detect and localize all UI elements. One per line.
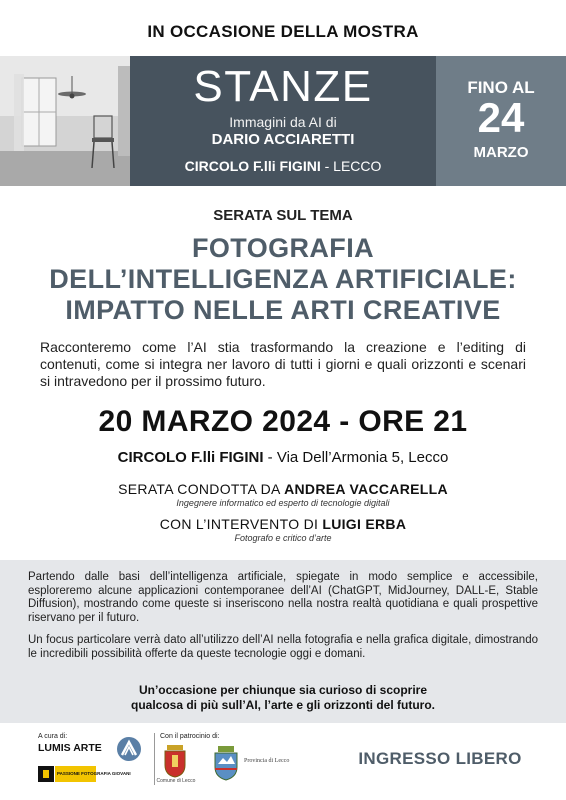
event-description: Racconteremo come l’AI stia trasformando la creazione e l’editing di contenuti, come si integra ner lavoro di tutti i giorni e quali orizzonti e scenari si intravedono per il prossimo futuro. [40, 339, 526, 389]
event-venue-address: - Via Dell’Armonia 5, Lecco [263, 449, 449, 466]
event-venue-name: CIRCOLO F.lli FIGINI [117, 449, 264, 466]
exhibition-artist: DARIO ACCIARETTI [211, 131, 355, 148]
exhibition-venue [130, 158, 436, 174]
exhibition-info-panel [130, 56, 436, 186]
event-host-name: ANDREA VACCARELLA [284, 481, 448, 497]
event-kicker: SERATA SUL TEMA [213, 207, 353, 224]
event-title-line-3: IMPATTO NELLE ARTI CREATIVE [65, 295, 501, 325]
event-host [0, 481, 566, 497]
event-venue [0, 449, 566, 466]
event-title-line-2: DELL’INTELLIGENZA ARTIFICIALE: [49, 264, 517, 294]
provincia-di-lecco-label: Provincia di Lecco [244, 758, 290, 764]
patronage-label: Con il patrocinio di: [160, 733, 220, 740]
exhibition-end-date-panel [436, 56, 566, 186]
exhibition-until-label: FINO AL [467, 78, 535, 97]
event-host-role: Ingegnere informatico ed esperto di tecnologie digitali [176, 498, 390, 508]
curator-label: A cura di: [38, 733, 68, 740]
details-paragraph-2: Un focus particolare verrà dato all’utilizzo dell’AI nella fotografia e nella grafica digitale, dimostrando le incredibili possibilità offerte da queste tecnologie oggi e domani. [28, 634, 538, 660]
event-guest-name: LUIGI ERBA [322, 516, 407, 532]
event-guest-prefix: CON L’INTERVENTO DI [159, 516, 323, 532]
comune-di-lecco-crest-icon [163, 745, 187, 777]
exhibition-subtitle: Immagini da AI di [229, 114, 337, 130]
fpg-logo-text: PASSIONE FOTOGRAFIA GIOVANI [57, 771, 131, 776]
exhibition-banner [0, 56, 566, 186]
event-host-prefix: SERATA CONDOTTA DA [118, 481, 285, 497]
event-guest [0, 516, 566, 532]
exhibition-venue-city: - LECCO [320, 158, 382, 174]
exhibition-venue-name: CIRCOLO F.lli FIGINI [184, 158, 321, 174]
event-title-line-1: FOTOGRAFIA [192, 233, 374, 263]
footer-divider [154, 733, 155, 785]
exhibition-until-month: MARZO [473, 144, 529, 161]
event-title [0, 233, 566, 326]
exhibition-title: STANZE [193, 62, 373, 111]
event-guest-role: Fotografo e critico d’arte [234, 533, 332, 543]
details-closing [40, 683, 526, 712]
exhibition-photo [0, 56, 130, 186]
room-photo-graphic [0, 56, 130, 186]
details-paragraph-1: Partendo dalle basi dell’intelligenza artificiale, spiegate in modo semplice e accessibile, esploreremo alcune applicazioni contemporanee dell’AI (ChatGPT, MidJourney, DALL-E, Stable Diffusion), mostrando come queste si inseriscono nella nostra realtà quotidiana e quali prospettive riservano per il futuro. [28, 571, 538, 624]
provincia-di-lecco-crest-icon [213, 746, 239, 780]
event-datetime: 20 MARZO 2024 - ORE 21 [98, 405, 468, 438]
curator-name: LUMIS ARTE [38, 742, 102, 754]
details-closing-line-1: Un’occasione per chiunque sia curioso di scoprire [138, 683, 428, 697]
exhibition-occasion-heading: IN OCCASIONE DELLA MOSTRA [147, 22, 419, 41]
passione-fotografia-giovani-logo-icon [38, 765, 131, 783]
free-entry-label: INGRESSO LIBERO [358, 749, 522, 768]
comune-di-lecco-label: Comune di Lecco [156, 778, 196, 784]
details-closing-line-2: qualcosa di più sull’AI, l’arte e gli orizzonti del futuro. [130, 697, 436, 712]
exhibition-until-day: 24 [477, 94, 525, 141]
lumis-arte-logo-icon [116, 736, 142, 762]
